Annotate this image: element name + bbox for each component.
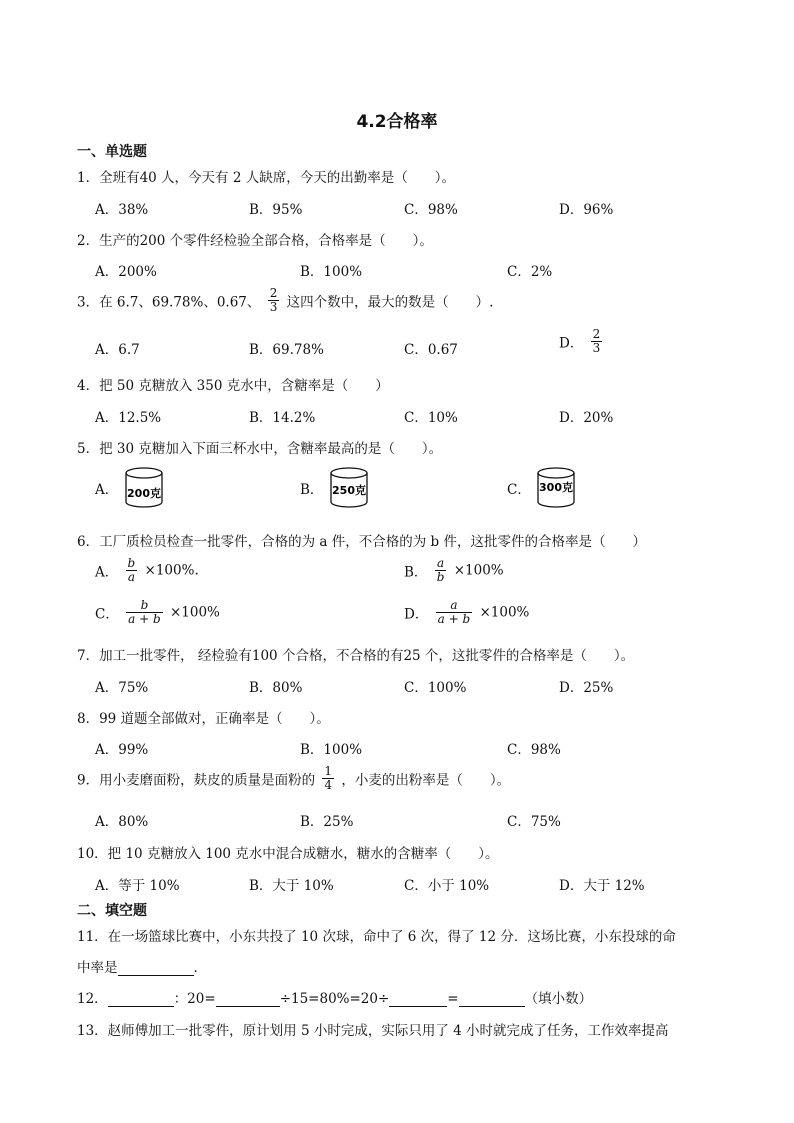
q10-option-d[interactable]: D．大于 12% xyxy=(559,878,645,894)
q6-option-d[interactable] xyxy=(404,599,529,626)
question-13-line-1: 13．赵师傅加工一批零件，原计划用 5 小时完成，实际只用了 4 小时就完成了任务，工作效率提高 xyxy=(77,1023,669,1039)
question-11-line-2 xyxy=(77,956,207,976)
q5-option-a-label: A． xyxy=(95,482,119,498)
q5-option-c-label: C． xyxy=(507,482,531,498)
q3-option-d-denominator: 3 xyxy=(592,341,601,355)
q4-option-a[interactable]: A．12.5% xyxy=(95,410,162,426)
q8-option-a[interactable]: A．99% xyxy=(95,742,149,758)
q6-option-d-fraction xyxy=(436,599,473,626)
q9-fraction-denominator: 4 xyxy=(324,778,333,792)
q9-stem-before: 9．用小麦磨面粉，麸皮的质量是面粉的 xyxy=(77,772,316,789)
question-2-stem: 2．生产的200 个零件经检验全部合格，合格率是（ ）。 xyxy=(77,233,433,249)
question-7-stem: 7．加工一批零件， 经检验有100 个合格，不合格的有25 个，这批零件的合格率是（ ）。 xyxy=(77,648,635,664)
question-3-stem xyxy=(77,287,493,314)
q4-option-b[interactable]: B．14.2% xyxy=(249,410,316,426)
q9-fraction xyxy=(322,765,334,792)
q6-b-numerator: a xyxy=(435,557,447,571)
q6-b-denominator: b xyxy=(436,570,445,584)
q7-option-d[interactable]: D．25% xyxy=(559,680,614,696)
q7-option-c[interactable]: C．100% xyxy=(404,680,467,696)
question-12 xyxy=(77,987,592,1007)
q7-option-b[interactable]: B．80% xyxy=(249,680,303,696)
q3-option-d-numerator: 2 xyxy=(592,327,601,341)
question-9-stem xyxy=(77,765,510,792)
q5-option-a[interactable] xyxy=(95,466,165,510)
question-10-stem: 10．把 10 克糖放入 100 克水中混合成糖水，糖水的含糖率（ ）。 xyxy=(77,846,499,862)
q11-text-before: 中率是 xyxy=(77,960,118,976)
question-4-stem: 4．把 50 克糖放入 350 克水中，含糖率是（ ） xyxy=(77,378,389,394)
q9-option-a[interactable]: A．80% xyxy=(95,814,149,830)
q9-option-b[interactable]: B．25% xyxy=(300,814,354,830)
q10-option-c[interactable]: C．小于 10% xyxy=(404,878,490,894)
q3-option-d-label: D． xyxy=(559,335,584,352)
q6-option-b[interactable] xyxy=(404,557,504,584)
question-11-line-1: 11．在一场篮球比赛中，小东共投了 10 次球，命中了 6 次，得了 12 分．这场比赛，小东投球的命 xyxy=(77,929,676,945)
question-5-stem: 5．把 30 克糖加入下面三杯水中，含糖率最高的是（ ）。 xyxy=(77,441,443,457)
q5-option-c[interactable] xyxy=(507,466,577,510)
q1-option-c[interactable]: C．98% xyxy=(404,202,458,218)
q12-hint: （填小数） xyxy=(524,991,593,1007)
question-6-stem: 6．工厂质检员检查一批零件，合格的为 a 件，不合格的为 b 件，这批零件的合格率是（ ） xyxy=(77,534,646,550)
water-cup-icon xyxy=(123,466,165,510)
q12-text-1: ：20= xyxy=(173,991,216,1007)
q3-option-d-fraction xyxy=(591,328,603,355)
q6-option-b-fraction xyxy=(435,557,447,584)
q3-option-a[interactable]: A．6.7 xyxy=(95,342,140,358)
q6-option-a[interactable] xyxy=(95,557,199,584)
q2-option-c[interactable]: C．2% xyxy=(507,264,553,280)
q8-option-c[interactable]: C．98% xyxy=(507,742,561,758)
q5-option-b[interactable] xyxy=(300,466,370,510)
q11-answer-blank[interactable] xyxy=(118,961,194,976)
page-title: 4.2合格率 xyxy=(356,112,438,132)
q6-option-c-suffix: ×100% xyxy=(169,604,220,621)
section-heading-single-choice: 一、单选题 xyxy=(77,144,147,160)
q6-option-d-suffix: ×100% xyxy=(479,604,530,621)
q7-option-a[interactable]: A．75% xyxy=(95,680,149,696)
q3-option-c[interactable]: C．0.67 xyxy=(404,342,458,358)
q5-option-b-label: B． xyxy=(300,482,324,498)
q10-option-b[interactable]: B．大于 10% xyxy=(249,878,334,894)
section-heading-fill-in: 二、填空题 xyxy=(77,903,147,919)
q12-blank-3[interactable] xyxy=(389,992,447,1007)
q9-option-c[interactable]: C．75% xyxy=(507,814,561,830)
q1-option-a[interactable]: A．38% xyxy=(95,202,149,218)
q3-stem-after: 这四个数中，最大的数是（ ）. xyxy=(286,294,494,311)
water-cup-icon xyxy=(535,466,577,510)
q6-option-a-fraction xyxy=(126,557,138,584)
q12-blank-4[interactable] xyxy=(459,992,525,1007)
q8-option-b[interactable]: B．100% xyxy=(300,742,363,758)
q12-text-3: = xyxy=(447,991,459,1007)
q5-cup-c-label: 300克 xyxy=(539,481,574,494)
q6-option-a-label: A． xyxy=(95,564,119,581)
q9-stem-after: ，小麦的出粉率是（ ）。 xyxy=(341,772,511,789)
q12-blank-1[interactable] xyxy=(108,992,174,1007)
question-1-stem: 1．全班有40 人，今天有 2 人缺席，今天的出勤率是（ ）。 xyxy=(77,170,455,186)
water-cup-icon xyxy=(328,466,370,510)
q12-prefix: 12． xyxy=(77,991,108,1007)
q6-d-numerator: a xyxy=(436,599,473,613)
q6-d-denominator: a + b xyxy=(437,612,471,626)
q6-option-c-label: C． xyxy=(95,606,119,623)
question-8-stem: 8．99 道题全部做对，正确率是（ ）。 xyxy=(77,711,330,727)
q10-option-a[interactable]: A．等于 10% xyxy=(95,878,180,894)
q11-text-after: ． xyxy=(193,960,207,976)
q9-fraction-numerator: 1 xyxy=(324,764,333,778)
q6-option-c-fraction xyxy=(126,599,163,626)
q12-blank-2[interactable] xyxy=(216,992,280,1007)
q4-option-c[interactable]: C．10% xyxy=(404,410,458,426)
q3-fraction-numerator: 2 xyxy=(269,286,278,300)
q1-option-b[interactable]: B．95% xyxy=(249,202,303,218)
q1-option-d[interactable]: D．96% xyxy=(559,202,614,218)
q6-option-b-label: B． xyxy=(404,564,428,581)
q6-option-a-suffix: ×100%. xyxy=(144,562,199,579)
q3-option-d[interactable] xyxy=(559,328,605,355)
q5-cup-b-label: 250克 xyxy=(331,484,366,497)
q6-a-numerator: b xyxy=(127,556,136,570)
q6-option-b-suffix: ×100% xyxy=(453,562,504,579)
q3-option-b[interactable]: B．69.78% xyxy=(249,342,324,358)
q12-text-2: ÷15=80%=20÷ xyxy=(279,991,390,1007)
q4-option-d[interactable]: D．20% xyxy=(559,410,614,426)
q2-option-b[interactable]: B．100% xyxy=(300,264,363,280)
q6-a-denominator: a xyxy=(127,570,135,584)
q6-c-numerator: b xyxy=(126,599,163,613)
q3-stem-before: 3．在 6.7、69.78%、0.67、 xyxy=(77,294,261,311)
q6-c-denominator: a + b xyxy=(128,612,161,626)
q6-option-d-label: D． xyxy=(404,606,429,623)
q6-option-c[interactable] xyxy=(95,599,220,626)
q3-fraction xyxy=(268,287,280,314)
q3-fraction-denominator: 3 xyxy=(269,300,278,314)
q2-option-a[interactable]: A．200% xyxy=(95,264,157,280)
q5-cup-a-label: 200克 xyxy=(126,487,161,500)
